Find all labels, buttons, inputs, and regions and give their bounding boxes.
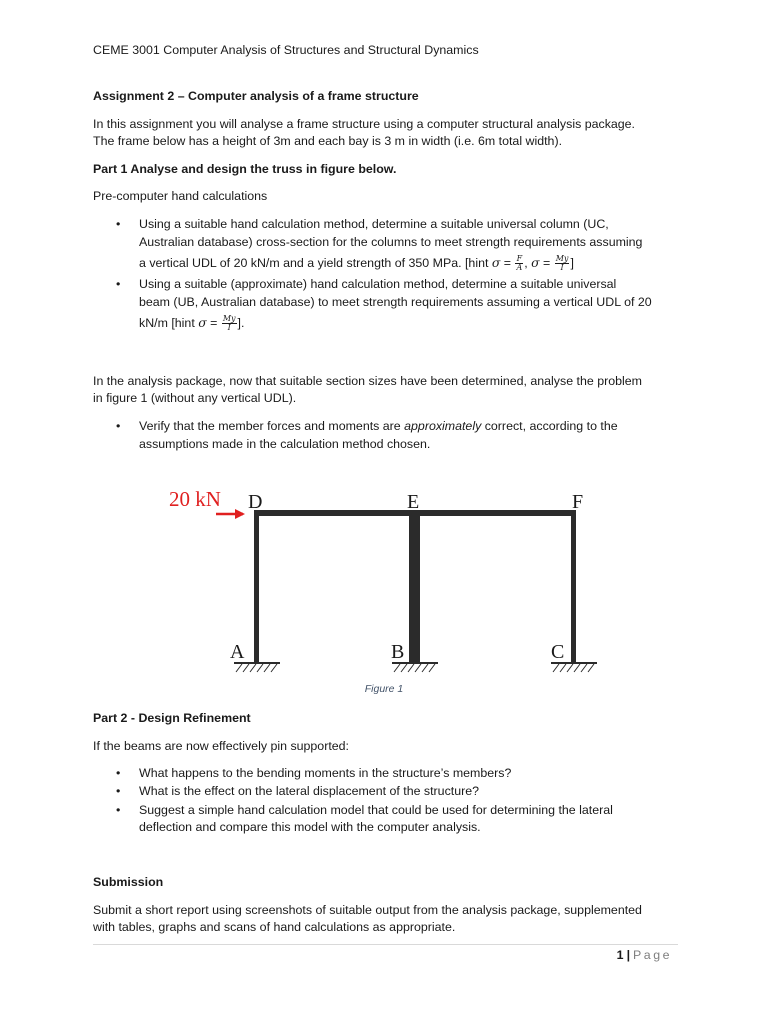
submission-line-2: with tables, graphs and scans of hand calculations as appropriate. bbox=[93, 920, 456, 934]
node-label-d: D bbox=[248, 491, 263, 513]
comma: , bbox=[524, 256, 532, 270]
verify-line-2: assumptions made in the calculation method chosen. bbox=[139, 437, 431, 451]
node-label-a: A bbox=[230, 641, 245, 663]
bullet2-line3-text: kN/m [hint bbox=[139, 316, 199, 330]
load-label: 20 kN bbox=[169, 487, 221, 511]
course-header: CEME 3001 Computer Analysis of Structures and Structural Dynamics bbox=[93, 43, 479, 57]
page-separator: | bbox=[626, 948, 631, 962]
equals-sign: = bbox=[206, 316, 221, 330]
verify-text-pre: Verify that the member forces and moments are bbox=[139, 419, 405, 433]
part2-question-3-line1: Suggest a simple hand calculation model that could be used for determining the lateral bbox=[139, 803, 613, 817]
equals-sign: = bbox=[539, 256, 554, 270]
part2-question-2: What is the effect on the lateral displacement of the structure? bbox=[139, 784, 480, 798]
bullet-marker: • bbox=[116, 419, 121, 433]
analysis-line-2: in figure 1 (without any vertical UDL). bbox=[93, 391, 297, 405]
intro-line-1: In this assignment you will analyse a frame structure using a computer structural analysis package. bbox=[93, 117, 635, 131]
node-label-b: B bbox=[391, 641, 405, 663]
node-label-f: F bbox=[572, 491, 584, 513]
bullet-marker: • bbox=[116, 277, 121, 291]
bullet-marker: • bbox=[116, 803, 121, 817]
submission-heading: Submission bbox=[93, 875, 164, 889]
bullet1-line2: Australian database) cross-section for the columns to meet strength requirements assuming bbox=[139, 235, 643, 249]
node-label-c: C bbox=[551, 641, 565, 663]
bullet2-line2: beam (UB, Australian database) to meet strength requirements assuming a vertical UDL of 20 bbox=[139, 295, 652, 309]
sigma-symbol: σ bbox=[531, 255, 540, 270]
bullet1-line3-text: a vertical UDL of 20 kN/m and a yield strength of 350 MPa. [hint bbox=[139, 256, 492, 270]
fraction-numerator: My bbox=[222, 314, 236, 324]
fraction-denominator: I bbox=[560, 263, 564, 273]
closing-bracket: ]. bbox=[237, 316, 245, 330]
column-c-f bbox=[571, 510, 576, 663]
bullet-marker: • bbox=[116, 217, 121, 231]
part2-intro: If the beams are now effectively pin supported: bbox=[93, 739, 349, 753]
support-a-hatch bbox=[236, 664, 277, 672]
bullet1-line1: Using a suitable hand calculation method, determine a suitable universal column (UC, bbox=[139, 217, 609, 231]
bullet-marker: • bbox=[116, 784, 121, 798]
page-word: Page bbox=[633, 948, 672, 962]
verify-text-post: correct, according to the bbox=[481, 419, 618, 433]
figure-caption: Figure 1 bbox=[364, 683, 404, 695]
analysis-line-1: In the analysis package, now that suitable section sizes have been determined, analyse the problem bbox=[93, 374, 642, 388]
support-b-hatch bbox=[394, 664, 435, 672]
fraction-numerator: My bbox=[555, 254, 569, 264]
support-c-hatch bbox=[553, 664, 594, 672]
part2-question-3-line2: deflection and compare this model with the computer analysis. bbox=[139, 820, 481, 834]
page-number: 1 bbox=[616, 948, 624, 962]
node-label-e: E bbox=[407, 491, 420, 513]
verify-text-emphasis: approximately bbox=[404, 419, 482, 433]
part1-heading: Part 1 Analyse and design the truss in figure below. bbox=[93, 162, 397, 176]
fraction-numerator: F bbox=[516, 254, 523, 264]
footer-divider bbox=[93, 944, 678, 945]
equals-sign: = bbox=[500, 256, 515, 270]
page-footer bbox=[617, 948, 672, 962]
sigma-symbol: σ bbox=[198, 315, 207, 330]
fraction-denominator: I bbox=[227, 323, 231, 333]
fraction-denominator: A bbox=[516, 263, 523, 273]
bullet2-line1: Using a suitable (approximate) hand calculation method, determine a suitable universal bbox=[139, 277, 617, 291]
part2-heading: Part 2 - Design Refinement bbox=[93, 711, 251, 725]
assignment-title: Assignment 2 – Computer analysis of a frame structure bbox=[93, 89, 419, 103]
closing-bracket: ] bbox=[570, 256, 574, 270]
column-b-e bbox=[409, 510, 420, 663]
intro-line-2: The frame below has a height of 3m and each bay is 3 m in width (i.e. 6m total width). bbox=[93, 134, 563, 148]
bullet-marker: • bbox=[116, 766, 121, 780]
submission-line-1: Submit a short report using screenshots of suitable output from the analysis package, supplemented bbox=[93, 903, 642, 917]
column-a-d bbox=[254, 510, 259, 663]
part2-question-1: What happens to the bending moments in the structure’s members? bbox=[139, 766, 512, 780]
sigma-symbol: σ bbox=[491, 255, 501, 270]
part1-subheading: Pre-computer hand calculations bbox=[93, 189, 268, 203]
